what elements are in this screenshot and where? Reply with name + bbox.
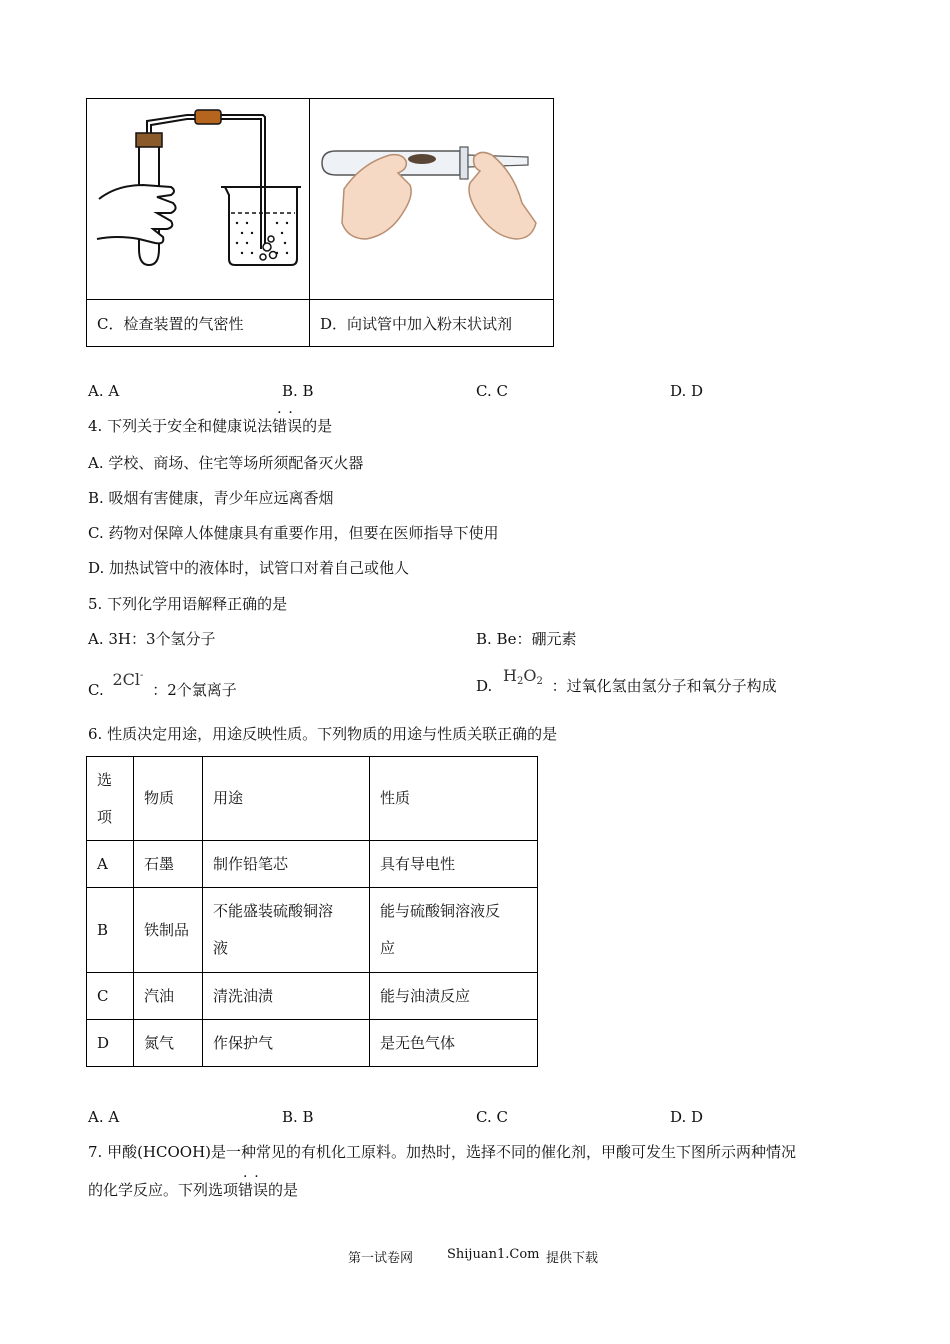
formula-h: H bbox=[503, 666, 517, 685]
q4-stem-text: 4. 下列关于安全和健康说法 bbox=[88, 417, 273, 435]
q3-option-a[interactable]: A. A bbox=[88, 382, 120, 400]
row-d-property: 是无色气体 bbox=[370, 1020, 538, 1067]
q4-option-b[interactable]: B. 吸烟有害健康，青少年应远离香烟 bbox=[88, 489, 334, 507]
table-row bbox=[87, 841, 538, 888]
q5-option-c-formula bbox=[113, 670, 144, 689]
q5-option-a[interactable]: A. 3H：3个氢分子 bbox=[88, 630, 216, 648]
q3-option-b[interactable]: B. B bbox=[282, 382, 314, 400]
table-row bbox=[87, 1020, 538, 1067]
q7-line2-end: 的是 bbox=[268, 1181, 299, 1199]
q7-emphasis-word: · · 错误 bbox=[238, 1181, 268, 1199]
row-b-use: 不能盛装硫酸铜溶 液 bbox=[203, 888, 370, 973]
q6-option-d[interactable]: D. D bbox=[670, 1108, 704, 1126]
q4-stem bbox=[88, 416, 332, 436]
row-d-use: 作保护气 bbox=[203, 1020, 370, 1067]
row-a-substance: 石墨 bbox=[134, 841, 203, 888]
q3-caption-c: C．检查装置的气密性 bbox=[87, 300, 310, 347]
header-option-text: 选 项 bbox=[97, 770, 113, 826]
q3-option-d[interactable]: D. D bbox=[670, 382, 704, 400]
q6-option-c[interactable]: C. C bbox=[476, 1108, 508, 1126]
row-a-property: 具有导电性 bbox=[370, 841, 538, 888]
chloride-formula: 2Cl bbox=[112, 670, 141, 689]
q5-option-d-text: ：过氧化氢由氢分子和氧分子构成 bbox=[551, 677, 777, 695]
q4-emphasis-word: · · 错误 bbox=[272, 417, 302, 435]
q6-option-b[interactable]: B. B bbox=[282, 1108, 314, 1126]
q3-experiment-table bbox=[86, 98, 554, 347]
airtightness-check-illustration bbox=[87, 99, 309, 295]
row-a-use: 制作铅笔芯 bbox=[203, 841, 370, 888]
table-row bbox=[87, 888, 538, 973]
footer-site-url[interactable]: Shijuan1.Com bbox=[447, 1247, 540, 1262]
header-property: 性质 bbox=[370, 757, 538, 841]
q6-stem: 6. 性质决定用途，用途反映性质。下列物质的用途与性质关联正确的是 bbox=[88, 725, 558, 743]
footer-site-name: 第一试卷网 bbox=[348, 1251, 414, 1266]
chloride-charge: - bbox=[140, 670, 144, 681]
q4-stem-end: 的是 bbox=[302, 417, 333, 435]
row-c-use: 清洗油渍 bbox=[203, 973, 370, 1020]
q3-option-c[interactable]: C. C bbox=[476, 382, 508, 400]
row-d-option: D bbox=[87, 1020, 134, 1067]
q4-option-d[interactable]: D. 加热试管中的液体时，试管口对着自己或他人 bbox=[88, 559, 410, 577]
header-option bbox=[87, 757, 134, 841]
footer-download-note: 提供下载 bbox=[546, 1251, 599, 1266]
q5-option-c-text: ：2个氯离子 bbox=[152, 681, 237, 699]
q4-option-c[interactable]: C. 药物对保障人体健康具有重要作用，但要在医师指导下使用 bbox=[88, 524, 499, 542]
q5-option-c[interactable] bbox=[88, 668, 237, 699]
q5-option-d[interactable] bbox=[476, 668, 777, 694]
powder-adding-illustration bbox=[310, 99, 553, 295]
row-b-property: 能与硫酸铜溶液反 应 bbox=[370, 888, 538, 973]
row-b-option: B bbox=[87, 888, 134, 973]
q5-stem: 5. 下列化学用语解释正确的是 bbox=[88, 595, 288, 613]
row-c-option: C bbox=[87, 973, 134, 1020]
row-a-option: A bbox=[87, 841, 134, 888]
q4-option-a[interactable]: A. 学校、商场、住宅等场所须配备灭火器 bbox=[88, 454, 364, 472]
header-substance: 物质 bbox=[134, 757, 203, 841]
q3-caption-d: D．向试管中加入粉末状试剂 bbox=[310, 300, 554, 347]
q6-property-table bbox=[86, 756, 538, 1067]
row-c-substance: 汽油 bbox=[134, 973, 203, 1020]
q6-option-a[interactable]: A. A bbox=[88, 1108, 120, 1126]
formula-o: O bbox=[523, 666, 537, 685]
q7-line2-text: 的化学反应。下列选项 bbox=[88, 1181, 239, 1199]
table-row bbox=[87, 973, 538, 1020]
q5-option-d-formula bbox=[503, 666, 543, 685]
q5-option-b[interactable]: B. Be：硼元素 bbox=[476, 630, 577, 648]
q7-stem-line1: 7. 甲酸(HCOOH)是一种常见的有机化工原料。加热时，选择不同的催化剂，甲酸可发生下图所示两种情况 bbox=[88, 1143, 797, 1161]
q3-image-cell-c bbox=[87, 99, 310, 300]
q5-option-d-label: D. bbox=[476, 677, 493, 695]
row-b-substance: 铁制品 bbox=[134, 888, 203, 973]
formula-h-sub: 2 bbox=[517, 676, 524, 687]
table-header-row bbox=[87, 757, 538, 841]
q3-image-cell-d bbox=[310, 99, 554, 300]
q7-stem-line2 bbox=[88, 1180, 298, 1200]
header-use: 用途 bbox=[203, 757, 370, 841]
row-d-substance: 氮气 bbox=[134, 1020, 203, 1067]
q5-option-c-label: C. bbox=[88, 681, 104, 699]
row-c-property: 能与油渍反应 bbox=[370, 973, 538, 1020]
formula-o-sub: 2 bbox=[536, 676, 543, 687]
